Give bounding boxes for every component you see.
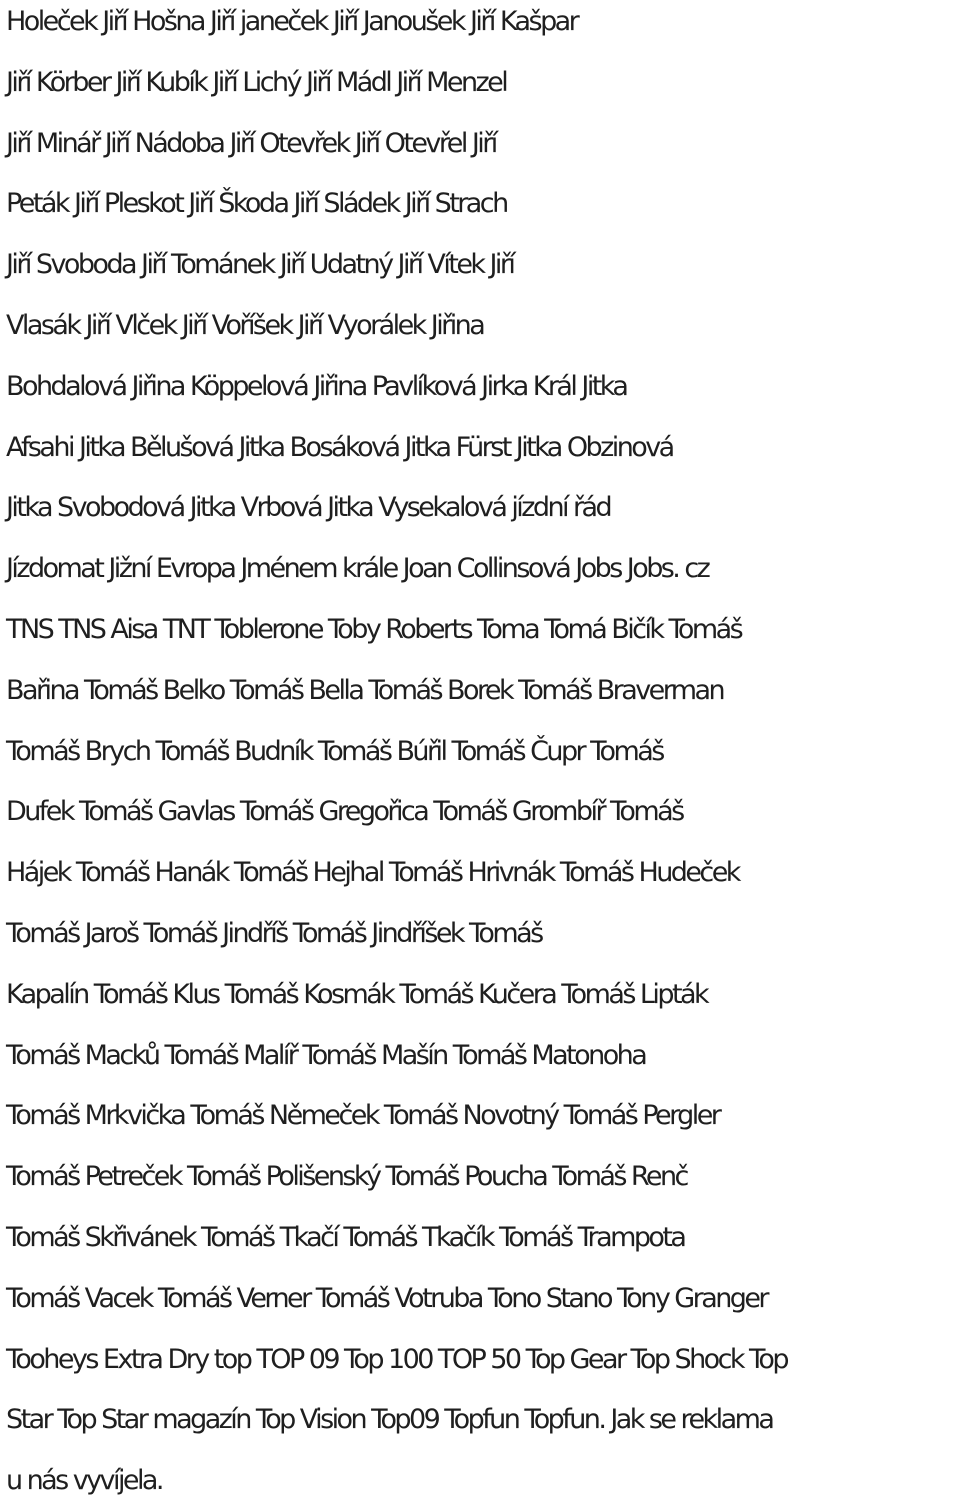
text-line: TNS TNS Aisa TNT Toblerone Toby Roberts Toma Tomá Bičík Tomáš <box>6 613 742 645</box>
text-line: Jiří Körber Jiří Kubík Jiří Lichý Jiří Mádl Jiří Menzel <box>6 66 507 98</box>
text-line: u nás vyvíjela. <box>6 1465 162 1497</box>
text-line: Tomáš Skřivánek Tomáš Tkačí Tomáš Tkačík Tomáš Trampota <box>6 1221 685 1253</box>
text-line: Star Top Star magazín Top Vision Top09 Topfun Topfun. Jak se reklama <box>6 1404 773 1436</box>
text-line: Tomáš Mrkvička Tomáš Němeček Tomáš Novotný Tomáš Pergler <box>6 1100 720 1132</box>
text-line: Holeček Jiří Hošna Jiří janeček Jiří Janoušek Jiří Kašpar <box>6 6 578 37</box>
text-line: Tomáš Petreček Tomáš Polišenský Tomáš Poucha Tomáš Renč <box>6 1161 687 1193</box>
text-line: Jitka Svobodová Jitka Vrbová Jitka Vysekalová jízdní řád <box>6 492 611 524</box>
text-line: Kapalín Tomáš Klus Tomáš Kosmák Tomáš Kučera Tomáš Lipták <box>6 978 708 1010</box>
text-line: Bohdalová Jiřina Köppelová Jiřina Pavlíková Jirka Král Jitka <box>6 370 627 402</box>
text-line: Jiří Svoboda Jiří Tománek Jiří Udatný Jiří Vítek Jiří <box>6 249 514 281</box>
text-line: Tomáš Jaroš Tomáš Jindříš Tomáš Jindříšek Tomáš <box>6 917 542 949</box>
text-line: Jízdomat Jižní Evropa Jménem krále Joan Collinsová Jobs Jobs. cz <box>6 553 709 585</box>
text-line: Tomáš Vacek Tomáš Verner Tomáš Votruba Tono Stano Tony Granger <box>6 1282 767 1314</box>
text-line: Tomáš Brych Tomáš Budník Tomáš Búřil Tomáš Čupr Tomáš <box>6 735 663 767</box>
text-line: Afsahi Jitka Bělušová Jitka Bosáková Jitka Fürst Jitka Obzinová <box>6 431 673 463</box>
text-line: Bařina Tomáš Belko Tomáš Bella Tomáš Borek Tomáš Braverman <box>6 674 724 706</box>
text-line: Tooheys Extra Dry top TOP 09 Top 100 TOP 50 Top Gear Top Shock Top <box>6 1343 787 1375</box>
text-line: Hájek Tomáš Hanák Tomáš Hejhal Tomáš Hrivnák Tomáš Hudeček <box>6 857 739 889</box>
text-line: Peták Jiří Pleskot Jiří Škoda Jiří Sládek Jiří Strach <box>6 188 507 220</box>
text-line: Jiří Minář Jiří Nádoba Jiří Otevřek Jiří Otevřel Jiří <box>6 127 496 159</box>
text-line: Dufek Tomáš Gavlas Tomáš Gregořica Tomáš Grombíř Tomáš <box>6 796 683 828</box>
text-line: Vlasák Jiří Vlček Jiří Voříšek Jiří Vyorálek Jiřina <box>6 309 484 341</box>
text-line: Tomáš Macků Tomáš Malíř Tomáš Mašín Tomáš Matonoha <box>6 1039 646 1071</box>
